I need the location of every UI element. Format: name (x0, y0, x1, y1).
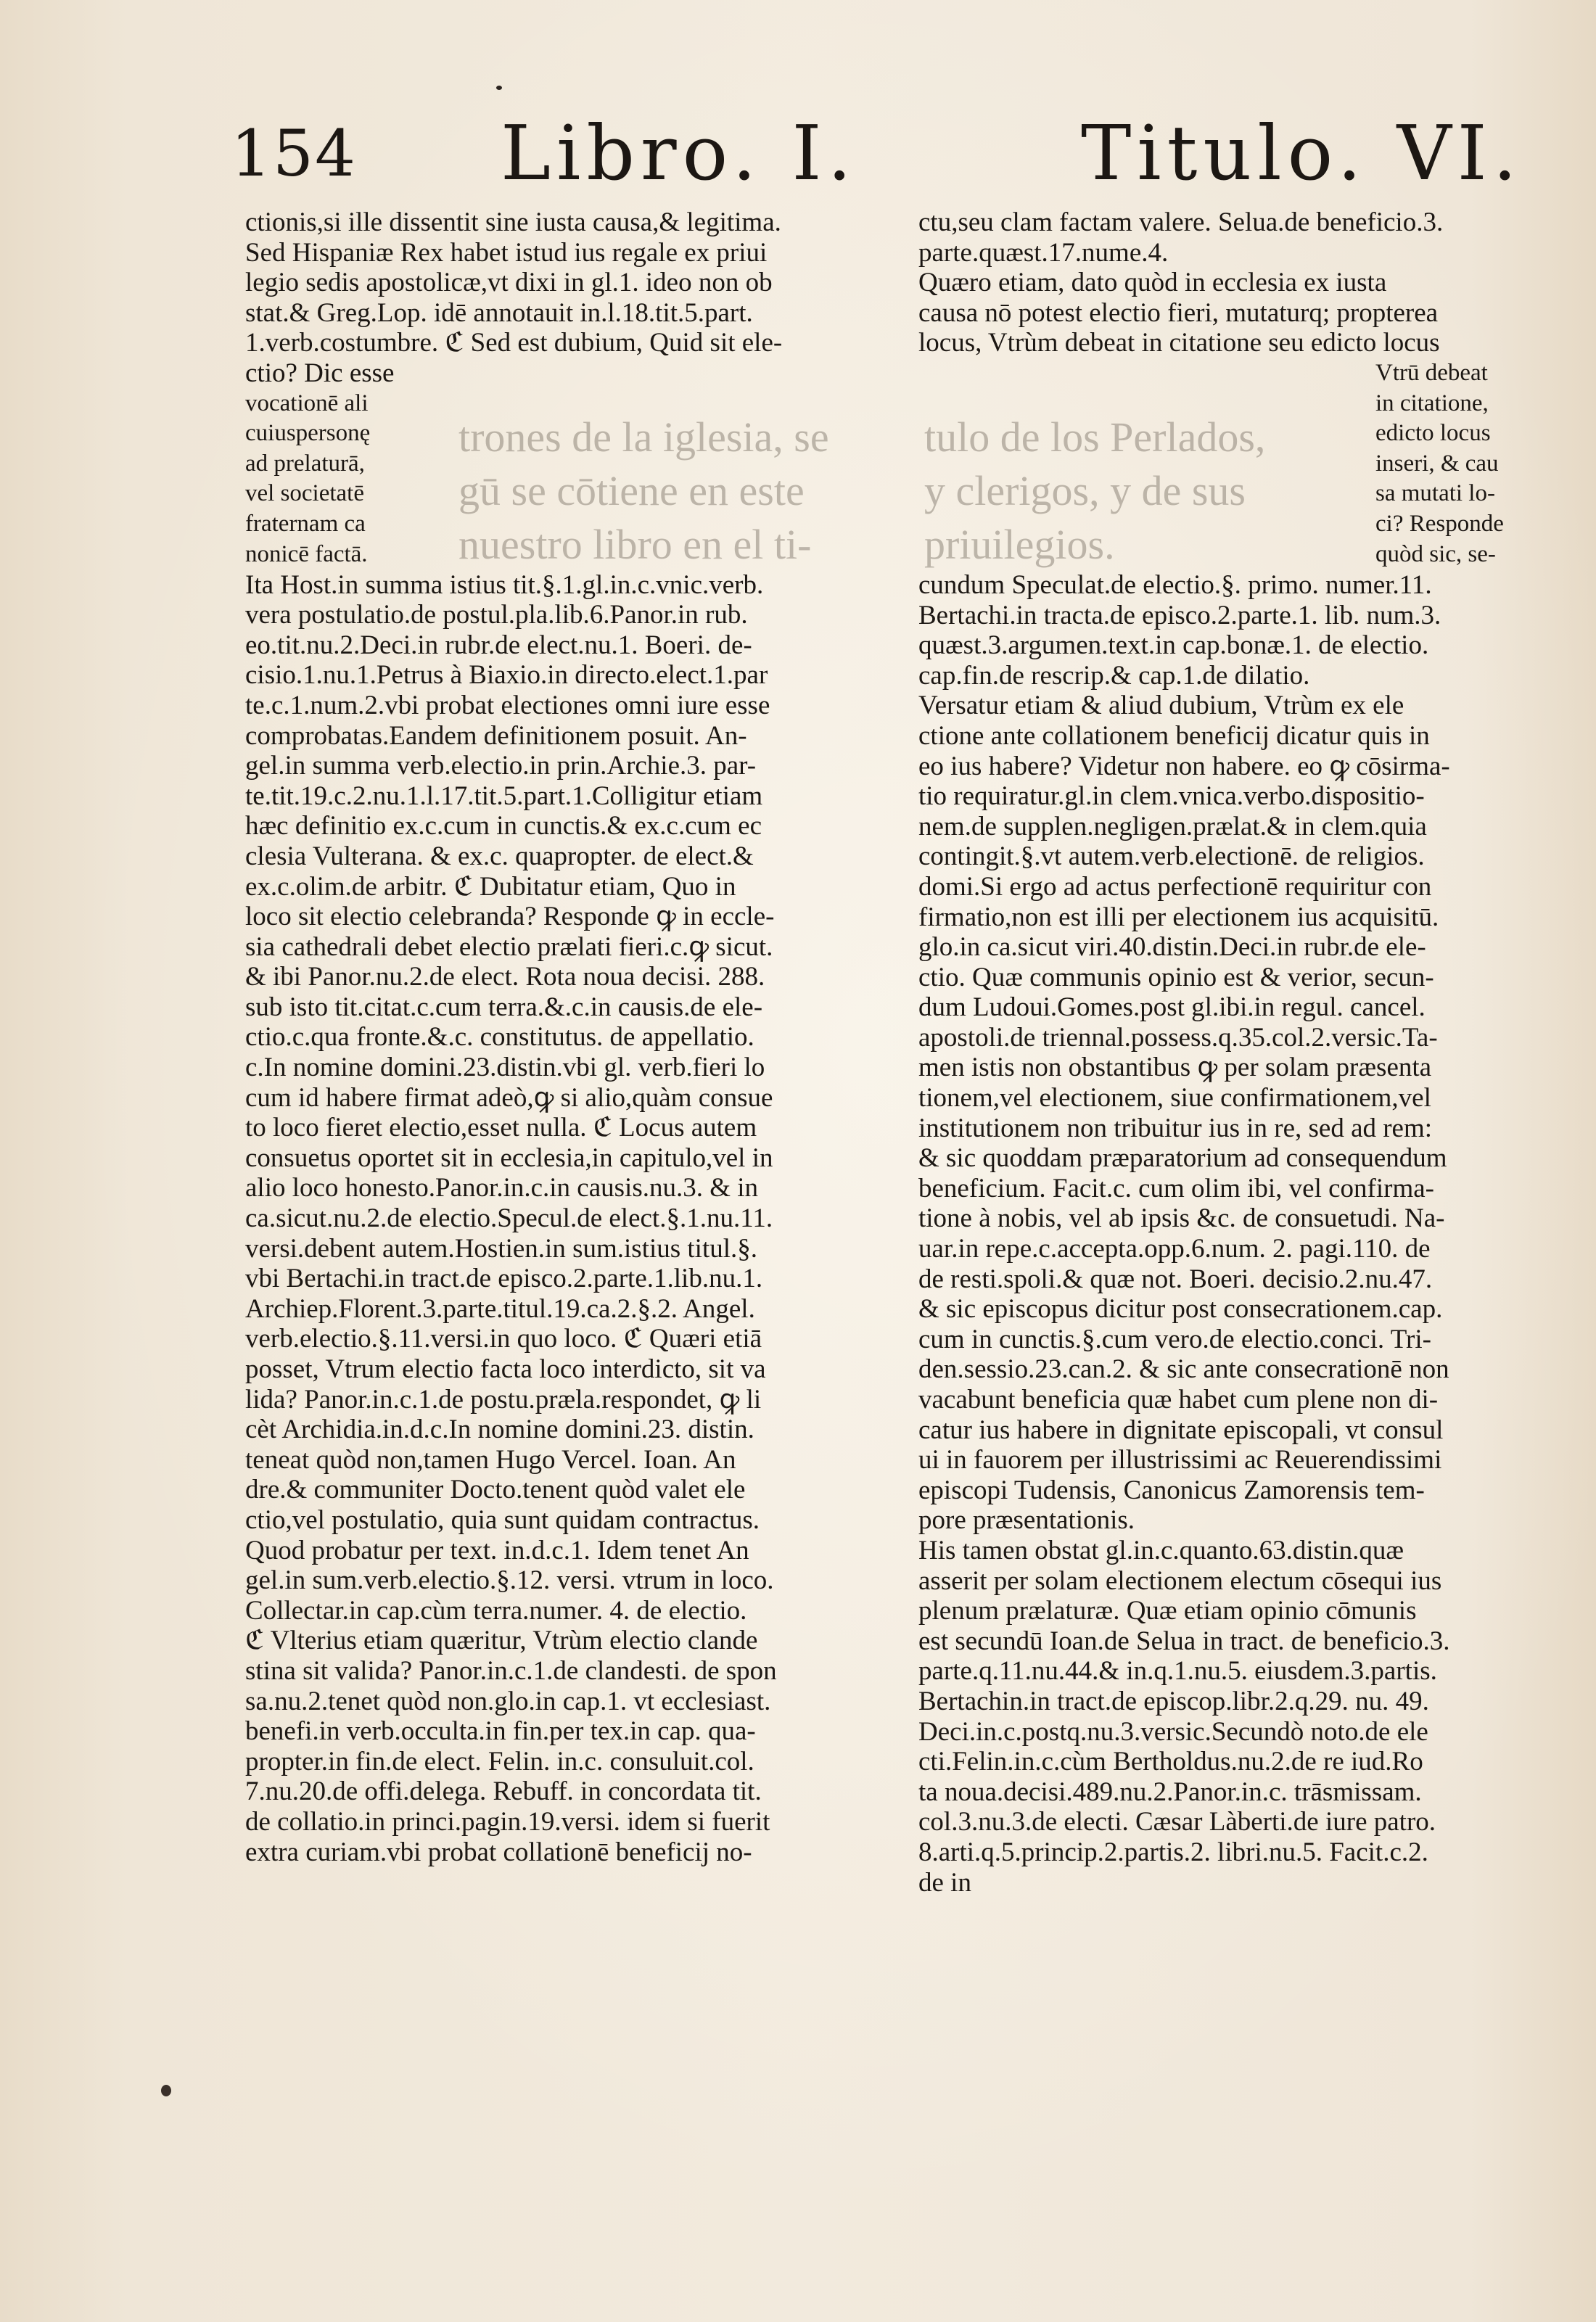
text-line: tionem,vel electionem, siue confirmationem,vel (918, 1083, 1431, 1113)
text-line: est secundū Ioan.de Selua in tract. de beneficio.3. (918, 1626, 1450, 1656)
text-line: nem.de supplen.negligen.prælat.& in clem.quia (918, 811, 1427, 841)
text-line: tio requiratur.gl.in clem.vnica.verbo.dispositio- (918, 781, 1425, 812)
text-line: sub isto tit.citat.c.cum terra.&.c.in causis.de ele- (245, 992, 763, 1022)
text-line: ui in fauorem per illustrissimi ac Reuerendissimi (918, 1445, 1442, 1475)
text-line: causa nō potest electio fieri, mutaturq; propterea (918, 297, 1439, 328)
text-line: contingit.§.vt autem.verb.electionē. de religios. (918, 841, 1425, 872)
margin-note-line: nonicē factā. (245, 540, 368, 567)
right-column-top-text (918, 207, 1550, 358)
text-line: Quæro etiam, dato quòd in ecclesia ex iusta (918, 268, 1387, 298)
text-line: quæst.3.argumen.text.in cap.bonæ.1. de electio. (918, 630, 1429, 661)
left-column-top-text (245, 207, 876, 389)
margin-note-line: cuiuspersonę (245, 420, 371, 447)
margin-note-line: inseri, & cau (1375, 450, 1499, 477)
margin-note-line: in citatione, (1375, 390, 1489, 416)
show-through-text-left (458, 411, 829, 572)
margin-note-line: quòd sic, se- (1375, 540, 1496, 567)
text-line: parte.q.11.nu.44.& in.q.1.nu.5. eiusdem.3.partis. (918, 1656, 1437, 1687)
text-line: cap.fin.de rescrip.& cap.1.de dilatio. (918, 660, 1310, 691)
margin-note-line: Vtrū debeat (1375, 359, 1488, 386)
text-line: de collatio.in princi.pagin.19.versi. idem si fuerit (245, 1806, 770, 1837)
running-head-left: Libro. I. (501, 109, 857, 197)
text-line: propter.in fin.de elect. Felin. in.c. consuluit.col. (245, 1746, 754, 1777)
text-line: eo ius habere? Videtur non habere. eo ꝙ cōsirma- (918, 751, 1450, 781)
text-line: plenum prælaturæ. Quæ etiam opinio cōmunis (918, 1596, 1417, 1626)
show-through-line: priuilegios. (924, 521, 1115, 568)
right-margin-note (1375, 358, 1504, 569)
text-line: te.c.1.num.2.vbi probat electiones omni iure esse (245, 690, 770, 720)
text-line: apostoli.de triennal.possess.q.35.col.2.versic.Ta- (918, 1022, 1438, 1053)
text-line: Collectar.in cap.cùm terra.numer. 4. de electio. (245, 1595, 747, 1626)
text-line: Sed Hispaniæ Rex habet istud ius regale ex priui (245, 237, 768, 268)
text-line: hæc definitio ex.c.cum in cunctis.& ex.c.cum ec (245, 811, 762, 841)
text-line: loco sit electio celebranda? Responde ꝙ in eccle- (245, 902, 775, 932)
text-line: His tamen obstat gl.in.c.quanto.63.distin.quæ (918, 1535, 1404, 1565)
text-line: men istis non obstantibus ꝙ per solam præsenta (918, 1053, 1432, 1083)
text-line: vbi Bertachi.in tract.de episco.2.parte.1.lib.nu.1. (245, 1264, 763, 1294)
text-line: benefi.in verb.occulta.in fin.per tex.in cap. qua- (245, 1716, 756, 1747)
text-line: alio loco honesto.Panor.in.c.in causis.nu.3. & in (245, 1173, 759, 1203)
margin-note-line: ci? Responde (1375, 510, 1504, 537)
text-line: posset, Vtrum electio facta loco interdicto, sit va (245, 1354, 766, 1384)
text-line: vacabunt beneficia quæ habet cum plene non di- (918, 1385, 1439, 1415)
text-line: de resti.spoli.& quæ not. Boeri. decisio.2.nu.47. (918, 1264, 1433, 1294)
text-line: sa.nu.2.tenet quòd non.glo.in cap.1. vt ecclesiast. (245, 1686, 771, 1716)
text-line: cum id habere firmat adeò,ꝙ si alio,quàm consue (245, 1082, 773, 1113)
text-line: Deci.in.c.postq.nu.3.versic.Secundò noto.de ele (918, 1716, 1428, 1747)
show-through-line: nuestro libro en el ti- (458, 521, 812, 568)
text-line: Bertachin.in tract.de episcop.libr.2.q.29. nu. 49. (918, 1686, 1429, 1716)
text-line: te.tit.19.c.2.nu.1.l.17.tit.5.part.1.Colligitur etiam (245, 781, 763, 811)
show-through-line: tulo de los Perlados, (924, 413, 1266, 461)
margin-note-line: fraternam ca (245, 510, 366, 537)
text-line: extra curiam.vbi probat collationē beneficij no- (245, 1837, 752, 1867)
left-margin-note (245, 389, 370, 570)
text-line: firmatio,non est illi per electionem ius acquisitū. (918, 902, 1439, 932)
margin-note-line: sa mutati lo- (1375, 480, 1495, 507)
text-line: comprobatas.Eandem definitionem posuit. An- (245, 720, 747, 751)
text-line: 1.verb.costumbre. ℭ Sed est dubium, Quid sit ele- (245, 328, 783, 358)
text-line: ta noua.decisi.489.nu.2.Panor.in.c. trāsmissam. (918, 1777, 1422, 1807)
text-line: Quod probatur per text. in.d.c.1. Idem tenet An (245, 1535, 749, 1565)
text-line: ctio? Dic esse (245, 358, 395, 388)
ink-blot (161, 2085, 171, 2096)
text-line: gel.in summa verb.electio.in prin.Archie.3. par- (245, 751, 757, 781)
text-line: de in (918, 1867, 971, 1898)
margin-note-line: ad prelaturā, (245, 450, 365, 477)
text-line: to loco fieret electio,esset nulla. ℭ Locus autem (245, 1113, 757, 1143)
text-line: glo.in ca.sicut viri.40.distin.Deci.in rubr.de ele- (918, 932, 1426, 963)
text-line: c.In nomine domini.23.distin.vbi gl. verb.fieri lo (245, 1053, 765, 1083)
text-line: ctio. Quæ communis opinio est & verior, secun- (918, 962, 1434, 992)
text-line: & sic episcopus dicitur post consecrationem.cap. (918, 1294, 1443, 1325)
text-line: dum Ludoui.Gomes.post gl.ibi.in regul. cancel. (918, 992, 1426, 1023)
text-line: catur ius habere in dignitate episcopali, vt consul (918, 1415, 1444, 1445)
text-line: 8.arti.q.5.princip.2.partis.2. libri.nu.5. Facit.c.2. (918, 1837, 1428, 1867)
left-column-body-text (245, 570, 876, 1868)
text-line: sia cathedrali debet electio prælati fieri.c.ꝙ sicut. (245, 931, 773, 962)
right-column-body-text (918, 570, 1550, 1898)
text-line: & ibi Panor.nu.2.de elect. Rota noua decisi. 288. (245, 962, 765, 992)
text-line: pore præsentationis. (918, 1505, 1135, 1536)
ink-speck (496, 86, 502, 90)
text-line: & sic quoddam præparatorium ad consequendum (918, 1143, 1447, 1174)
text-line: dre.& communiter Docto.tenent quòd valet ele (245, 1475, 746, 1505)
text-line: ca.sicut.nu.2.de electio.Specul.de elect.§.1.nu.11. (245, 1203, 773, 1234)
page-header (0, 109, 1596, 203)
text-line: cum in cunctis.§.cum vero.de electio.conci. Tri- (918, 1324, 1431, 1354)
margin-note-line: vocationē ali (245, 390, 369, 416)
text-line: legio sedis apostolicæ,vt dixi in gl.1. ideo non ob (245, 268, 773, 298)
text-line: ctione ante collationem beneficij dicatur quis in (918, 720, 1430, 751)
text-line: domi.Si ergo ad actus perfectionē requiritur con (918, 871, 1432, 902)
text-line: ctu,seu clam factam valere. Selua.de beneficio.3. (918, 207, 1444, 237)
show-through-line: gū se cōtiene en este (458, 467, 805, 514)
text-line: Versatur etiam & aliud dubium, Vtrùm ex ele (918, 691, 1404, 721)
text-line: ctionis,si ille dissentit sine iusta causa,& legitima. (245, 207, 781, 237)
text-line: 7.nu.20.de offi.delega. Rebuff. in concordata tit. (245, 1777, 762, 1807)
text-line: ctio,vel postulatio, quia sunt quidam contractus. (245, 1504, 760, 1535)
text-line: uar.in repe.c.accepta.opp.6.num. 2. pagi.110. de (918, 1234, 1431, 1264)
text-line: vera postulatio.de postul.pla.lib.6.Panor.in rub. (245, 600, 748, 630)
text-line: stat.& Greg.Lop. idē annotauit in.l.18.tit.5.part. (245, 297, 753, 328)
text-line: tione à nobis, vel ab ipsis &c. de consuetudi. Na- (918, 1203, 1445, 1234)
text-line: episcopi Tudensis, Canonicus Zamorensis tem- (918, 1475, 1425, 1505)
text-line: consuetus oportet sit in ecclesia,in capitulo,vel in (245, 1143, 773, 1173)
text-line: institutionem non tribuitur ius in re, sed ad rem: (918, 1113, 1433, 1143)
text-line: clesia Vulterana. & ex.c. quapropter. de elect.& (245, 841, 754, 871)
show-through-line: y clerigos, y de sus (924, 467, 1246, 514)
text-line: beneficium. Facit.c. cum olim ibi, vel confirma- (918, 1173, 1435, 1203)
text-line: cundum Speculat.de electio.§. primo. numer.11. (918, 569, 1432, 600)
text-line: lida? Panor.in.c.1.de postu.præla.respondet, ꝙ li (245, 1384, 762, 1415)
text-line: Ita Host.in summa istius tit.§.1.gl.in.c.vnic.verb. (245, 569, 764, 600)
show-through-text-right (924, 411, 1265, 572)
text-line: verb.electio.§.11.versi.in quo loco. ℭ Quæri etiā (245, 1324, 762, 1354)
text-line: ctio.c.qua fronte.&.c. constitutus. de appellatio. (245, 1022, 754, 1053)
page-number: 154 (231, 116, 357, 191)
text-line: ℭ Vlterius etiam quæritur, Vtrùm electio clande (245, 1626, 758, 1656)
text-line: cti.Felin.in.c.cùm Bertholdus.nu.2.de re iud.Ro (918, 1747, 1423, 1777)
text-line: Bertachi.in tracta.de episco.2.parte.1. lib. num.3. (918, 600, 1441, 630)
margin-note-line: vel societatē (245, 480, 365, 507)
text-line: gel.in sum.verb.electio.§.12. versi. vtrum in loco. (245, 1565, 774, 1596)
text-line: stina sit valida? Panor.in.c.1.de clandesti. de spon (245, 1655, 777, 1686)
text-line: eo.tit.nu.2.Deci.in rubr.de elect.nu.1. Boeri. de- (245, 630, 752, 660)
running-head-right: Titulo. VI. (1081, 109, 1523, 197)
text-line: teneat quòd non,tamen Hugo Vercel. Ioan. An (245, 1444, 736, 1475)
text-line: locus, Vtrùm debeat in citatione seu edicto locus (918, 328, 1440, 358)
text-line: col.3.nu.3.de electi. Cæsar Làberti.de iure patro. (918, 1807, 1436, 1837)
text-line: cisio.1.nu.1.Petrus à Biaxio.in directo.elect.1.par (245, 660, 768, 691)
text-line: den.sessio.23.can.2. & sic ante consecrationē non (918, 1354, 1449, 1385)
margin-note-line: edicto locus (1375, 420, 1491, 447)
text-line: Archiep.Florent.3.parte.titul.19.ca.2.§.2. Angel. (245, 1293, 755, 1324)
text-line: ex.c.olim.de arbitr. ℭ Dubitatur etiam, Quo in (245, 871, 736, 902)
text-line: versi.debent autem.Hostien.in sum.istius titul.§. (245, 1233, 758, 1264)
text-line: cèt Archidia.in.d.c.In nomine domini.23. distin. (245, 1415, 754, 1445)
text-line: parte.quæst.17.nume.4. (918, 237, 1169, 268)
show-through-line: trones de la iglesia, se (458, 413, 829, 461)
text-line: asserit per solam electionem electum cōsequi ius (918, 1565, 1442, 1596)
